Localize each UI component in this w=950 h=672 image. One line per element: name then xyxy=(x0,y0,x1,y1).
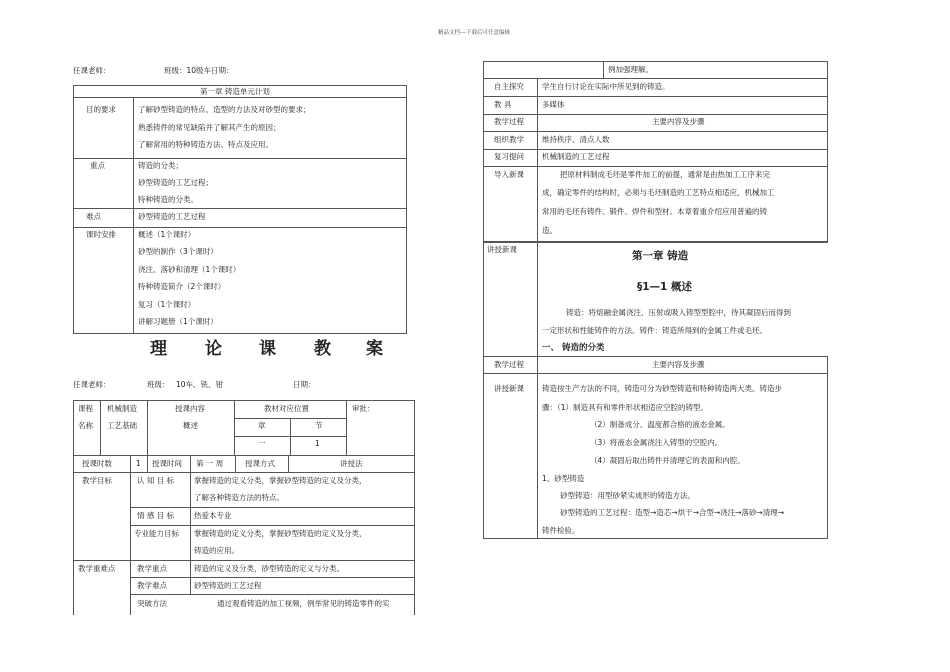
section-title: §1—1 概述 xyxy=(637,281,693,293)
goals-label: 教学目标 xyxy=(82,476,112,485)
row-divider xyxy=(483,114,828,115)
col-divider xyxy=(147,455,148,472)
row-divider xyxy=(73,227,407,228)
col-divider xyxy=(190,472,191,594)
definition-line: 一定形状和性能铸件的方法。铸件：铸造所得到的金属工件或毛坯。 xyxy=(542,326,767,335)
goal-ability-label: 专业能力目标 xyxy=(134,529,179,538)
breakthrough-value: 通过观看铸造的加工视频，例举常见的铸造零件的实 xyxy=(217,599,390,608)
row-divider xyxy=(483,131,828,132)
date-label-2: 日期： xyxy=(293,380,316,389)
col-divider xyxy=(537,242,538,538)
big-title-char: 论 xyxy=(205,339,222,359)
method-label: 授课方式 xyxy=(245,459,275,468)
row-divider xyxy=(483,242,828,243)
col-divider xyxy=(346,400,347,455)
organize-label: 组织教学 xyxy=(494,135,524,144)
goal-line: 掌握铸造的定义分类，掌握砂型铸造的定义及分类， xyxy=(194,529,367,538)
review-value: 机械制造的工艺过程 xyxy=(542,152,610,161)
chapter-title: 第一章 铸造 xyxy=(632,250,689,262)
process-value-2: 主要内容及步骤 xyxy=(652,360,705,369)
content-value: 概述 xyxy=(183,421,198,430)
row-line: 浇注、落砂和清理（1个课时） xyxy=(138,265,241,274)
content-header: 授课内容 xyxy=(175,404,205,413)
col-divider xyxy=(130,455,131,472)
breakthrough-label: 突破方法 xyxy=(137,599,167,608)
hours-label: 授课时数 xyxy=(82,459,112,468)
goal-line: 热爱本专业 xyxy=(194,511,232,520)
row-line: 特种铸造简介（2个课时） xyxy=(138,282,226,291)
row-divider xyxy=(130,577,415,578)
approve-label: 审批： xyxy=(352,404,375,413)
time-label: 授课时间 xyxy=(152,459,182,468)
goal-emotion-label: 情 感 目 标 xyxy=(137,511,175,520)
row-divider xyxy=(73,208,407,209)
difficulty-label: 教学难点 xyxy=(137,581,167,590)
row-divider xyxy=(483,356,828,357)
goal-cognitive-label: 认 知 目 标 xyxy=(137,476,175,485)
goal-line: 掌握铸造的定义分类，掌握砂型铸造的定义及分类， xyxy=(194,476,367,485)
body-line: 砂型铸造的工艺过程：造型→造芯→烘干→合型→浇注→落砂→清理→ xyxy=(560,508,784,517)
row-label: 重点 xyxy=(90,161,105,170)
course-label: 课程 xyxy=(78,404,93,413)
row-line: 铸造的分类； xyxy=(138,161,183,170)
self-study-value: 学生自行讨论在实际中所见到的铸造。 xyxy=(542,82,670,91)
row-divider xyxy=(130,507,415,508)
watermark-text: 精品文档---下载后可任意编辑 xyxy=(438,30,510,36)
continued-text: 例加强理解。 xyxy=(608,65,653,74)
big-title-char: 课 xyxy=(259,339,276,359)
row-divider xyxy=(483,149,828,150)
body-line: 骤：（1）制造具有和零件形状相适应空腔的铸型。 xyxy=(542,403,709,412)
left-border xyxy=(483,242,484,538)
key-point-value: 铸造的定义及分类，砂型铸造的定义与分类。 xyxy=(194,564,344,573)
course-name-1: 机械制造 xyxy=(107,404,137,413)
col-divider xyxy=(234,400,235,455)
organize-value: 维持秩序、清点人数 xyxy=(542,135,610,144)
col-divider xyxy=(288,455,289,472)
row-divider xyxy=(130,525,415,526)
key-point-label: 教学重点 xyxy=(137,564,167,573)
course-name-2: 工艺基础 xyxy=(107,421,137,430)
row-line: 概述（1个课时） xyxy=(138,230,196,239)
row-line: 砂型铸造的工艺过程； xyxy=(138,178,213,187)
row-line: 砂型铸造的工艺过程 xyxy=(138,212,206,221)
review-label: 复习提问 xyxy=(494,152,524,161)
col-divider xyxy=(235,455,236,472)
class-date-label: 班级：10级车日期： xyxy=(164,66,234,75)
big-title-char: 案 xyxy=(366,339,383,359)
row-line: 了解常用的特种铸造方法、特点及应用。 xyxy=(138,140,273,149)
position-header: 教材对应位置 xyxy=(264,404,309,413)
self-study-label: 自主探究 xyxy=(494,82,524,91)
body-line: （3）将液态金属浇注入铸型的空腔内。 xyxy=(590,438,723,447)
teacher-label: 任课老师： xyxy=(73,66,111,75)
intro-line: 成，确定零件的结构时，必须与毛坯制造的工艺特点相适应，机械加工 xyxy=(542,188,775,197)
new-lesson-label: 讲授新课 xyxy=(487,245,517,254)
col-divider xyxy=(133,97,134,334)
intro-label: 导入新课 xyxy=(494,170,524,179)
body-line: （2）制备成分、温度都合格的液态金属。 xyxy=(590,420,730,429)
body-line: （4）凝固后取出铸件并清理它的表面和内腔。 xyxy=(590,456,745,465)
tools-label: 教 具 xyxy=(494,100,512,109)
row-line: 熟悉铸件的常见缺陷并了解其产生的原因； xyxy=(138,123,281,132)
body-line: 砂型铸造：用型砂紧实成形的铸造方法。 xyxy=(560,491,695,500)
row-divider xyxy=(73,455,415,456)
method-value: 讲授法 xyxy=(340,459,363,468)
process-value: 主要内容及步骤 xyxy=(652,117,705,126)
body-line: 铸造按生产方法的不同，铸造可分为砂型铸造和特种铸造两大类。铸造步 xyxy=(542,384,782,393)
row-line: 砂型的制作（3个课时） xyxy=(138,247,218,256)
body-line: 1、砂型铸造 xyxy=(542,474,585,483)
row-divider xyxy=(73,560,415,561)
row-divider xyxy=(483,78,828,79)
process-label-2: 教学过程 xyxy=(494,360,524,369)
big-title-char: 理 xyxy=(150,339,167,359)
definition-line: 铸造：将熔融金属浇注、压射或吸入铸型型腔中，待其凝固后而得到 xyxy=(566,308,791,317)
time-value: 第 一 周 xyxy=(196,459,224,468)
row-divider xyxy=(483,373,828,374)
classification-title: 一、 铸造的分类 xyxy=(542,343,605,353)
chapter-header: 章 xyxy=(258,421,266,430)
row-divider xyxy=(73,472,415,473)
row-divider xyxy=(73,97,407,98)
goal-line: 铸造的应用。 xyxy=(194,546,239,555)
col-divider xyxy=(147,400,148,455)
unit-title: 第一章 铸造单元计划 xyxy=(200,87,270,96)
row-line: 特种铸造的分类。 xyxy=(138,195,198,204)
body-line: 铸件检验。 xyxy=(542,526,580,535)
section-header: 节 xyxy=(315,421,323,430)
row-line: 了解砂型铸造的特点、造型的方法及对砂型的要求； xyxy=(138,105,311,114)
row-divider xyxy=(234,418,346,419)
row-divider xyxy=(130,594,415,595)
chapter-value: 一 xyxy=(258,439,266,448)
intro-line: 把原材料制成毛坯是零件加工的前提，通常是由热加工工序来完 xyxy=(560,170,770,179)
col-divider xyxy=(603,61,604,78)
row-label: 难点 xyxy=(86,212,101,221)
row-line: 复习（1个课时） xyxy=(138,300,196,309)
new-lesson-label-2: 讲授新课 xyxy=(494,384,524,393)
goal-line: 了解各种铸造方法的特点。 xyxy=(194,493,284,502)
row-label: 目的要求 xyxy=(86,105,116,114)
row-divider xyxy=(483,538,828,539)
hours-value: 1 xyxy=(136,459,141,468)
intro-line: 常用的毛坯有铸件、锻件、焊件和型材。本章着重介绍应用普遍的铸 xyxy=(542,207,767,216)
keys-label: 教学重难点 xyxy=(78,564,116,573)
big-title-char: 教 xyxy=(314,339,331,359)
process-label: 教学过程 xyxy=(494,117,524,126)
col-divider xyxy=(190,455,191,472)
class-value-2: 10车、铣、钳 xyxy=(176,380,224,389)
class-label-2: 班级： xyxy=(147,380,170,389)
teacher-label-2: 任课老师： xyxy=(73,380,111,389)
col-divider xyxy=(537,78,538,242)
row-divider xyxy=(483,96,828,97)
difficulty-value: 砂型铸造的工艺过程 xyxy=(194,581,262,590)
row-divider xyxy=(483,166,828,167)
name-label: 名称 xyxy=(78,421,93,430)
row-divider xyxy=(73,158,407,159)
row-label: 课时安排 xyxy=(86,230,116,239)
tools-value: 多媒体 xyxy=(542,100,565,109)
right-border xyxy=(827,356,828,538)
col-divider xyxy=(100,400,101,455)
row-divider xyxy=(234,436,346,437)
row-line: 讲解习题册（1个课时） xyxy=(138,317,218,326)
section-value: 1 xyxy=(315,439,320,448)
intro-line: 造。 xyxy=(542,226,557,235)
